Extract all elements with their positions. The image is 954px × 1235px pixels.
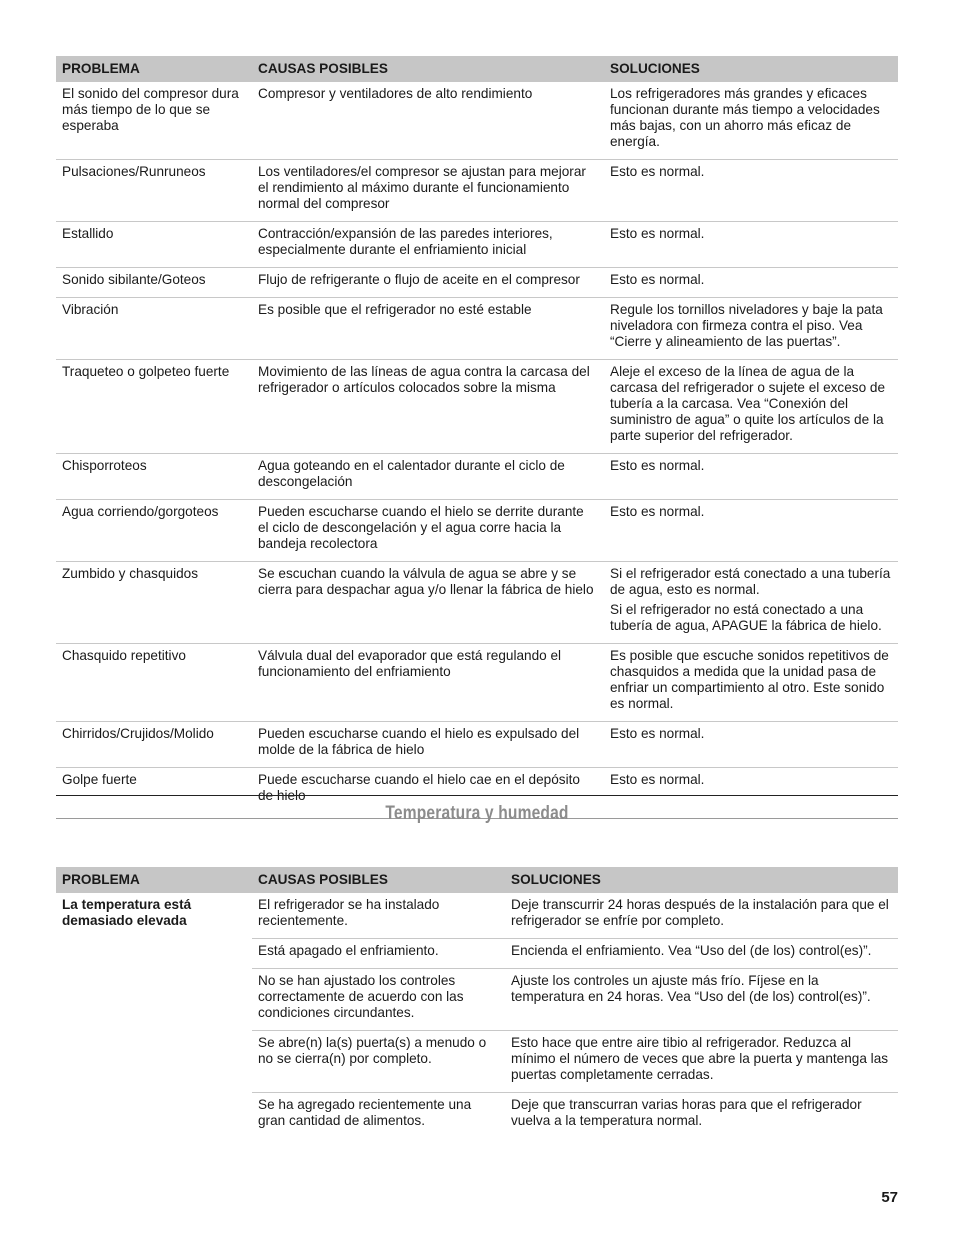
header-problema: PROBLEMA [56,867,252,893]
cause-cell: Es posible que el refrigerador no esté estable [252,298,604,360]
header-problema: PROBLEMA [56,56,252,82]
solution-cell [604,562,898,644]
table-row [56,454,898,500]
problem-cell: El sonido del compresor dura más tiempo de lo que se esperaba [56,82,252,160]
noise-troubleshooting-table [56,56,898,819]
solution-cell: Esto hace que entre aire tibio al refrigerador. Reduzca al mínimo el número de veces que abre la puerta y mantenga las puertas completamente cerradas. [505,1031,898,1093]
solution-paragraph: Esto es normal. [610,504,705,519]
table-row [56,298,898,360]
cause-cell: Válvula dual del evaporador que está regulando el funcionamiento del enfriamiento [252,644,604,722]
table-row [56,268,898,298]
table-row [56,222,898,268]
problem-cell: Estallido [56,222,252,268]
table-header-row [56,867,898,893]
cause-cell: Se escuchan cuando la válvula de agua se abre y se cierra para despachar agua y/o llenar la fábrica de hielo [252,562,604,644]
table-row [56,722,898,768]
solution-paragraph: Es posible que escuche sonidos repetitivos de chasquidos a medida que la unidad pasa de enfriar un compartimiento al otro. Este sonido es normal. [610,648,889,711]
page-number: 57 [881,1189,898,1206]
solution-cell [604,82,898,160]
table-row [56,82,898,160]
table-row [56,500,898,562]
solution-cell [604,298,898,360]
cause-cell: Compresor y ventiladores de alto rendimiento [252,82,604,160]
problem-cell: Chasquido repetitivo [56,644,252,722]
header-soluciones: SOLUCIONES [505,867,898,893]
solution-paragraph: Los refrigeradores más grandes y eficaces funcionan durante más tiempo a velocidades más bajas, con un ahorro más eficaz de energía. [610,86,880,149]
cause-cell: El refrigerador se ha instalado recientemente. [252,893,505,939]
solution-cell: Encienda el enfriamiento. Vea “Uso del (de los) control(es)”. [505,939,898,969]
solution-cell [604,722,898,768]
solution-cell [604,360,898,454]
solution-paragraph: Esto es normal. [610,226,705,241]
solution-cell: Ajuste los controles un ajuste más frío. Fíjese en la temperatura en 24 horas. Vea “Uso del (de los) control(es)”. [505,969,898,1031]
cause-cell: Está apagado el enfriamiento. [252,939,505,969]
problem-cell: Pulsaciones/Runruneos [56,160,252,222]
header-causas-posibles: CAUSAS POSIBLES [252,56,604,82]
solution-paragraph: Esto es normal. [610,726,705,741]
cause-cell: Pueden escucharse cuando el hielo es expulsado del molde de la fábrica de hielo [252,722,604,768]
cause-cell: No se han ajustado los controles correctamente de acuerdo con las condiciones circundantes. [252,969,505,1031]
solution-cell [604,160,898,222]
cause-cell: Se ha agregado recientemente una gran cantidad de alimentos. [258,1097,472,1128]
cause-cell: Movimiento de las líneas de agua contra la carcasa del refrigerador o artículos colocados sobre la misma [252,360,604,454]
solution-cell: Deje que transcurran varias horas para que el refrigerador vuelva a la temperatura normal. [511,1097,862,1128]
problem-cell: La temperatura está demasiado elevada [62,897,192,928]
cause-cell: Pueden escucharse cuando el hielo se derrite durante el ciclo de descongelación y el agua corre hacia la bandeja recolectora [252,500,604,562]
solution-cell [604,222,898,268]
solution-cell [604,454,898,500]
solution-paragraph: Regule los tornillos niveladores y baje la pata niveladora con firmeza contra el piso. Vea “Cierre y alineamiento de las puertas”. [610,302,883,349]
section-title: Temperatura y humedad [385,803,569,824]
header-causas-posibles: CAUSAS POSIBLES [252,867,505,893]
table-header-row [56,56,898,82]
table-row [56,160,898,222]
solution-cell: Deje transcurrir 24 horas después de la instalación para que el refrigerador se enfríe por completo. [505,893,898,939]
solution-cell [604,500,898,562]
solution-cell [604,644,898,722]
solution-cell [604,268,898,298]
section-divider [56,795,898,796]
table-row [56,562,898,644]
cause-cell: Puede escucharse cuando el hielo cae en el depósito de hielo [252,768,604,819]
solution-paragraph: Aleje el exceso de la línea de agua de la carcasa del refrigerador o sujete el exceso de tubería a la carcasa. Vea “Conexión del suministro de agua” o quite los artículos de la parte superior del refrigerador. [610,364,886,443]
cause-cell: Contracción/expansión de las paredes interiores, especialmente durante el enfriamiento inicial [252,222,604,268]
problem-cell: Golpe fuerte [56,768,252,819]
solution-paragraph: Esto es normal. [610,458,705,473]
problem-cell: Vibración [56,298,252,360]
problem-cell: Agua corriendo/gorgoteos [56,500,252,562]
problem-cell: Chisporroteos [56,454,252,500]
solution-paragraph: Si el refrigerador está conectado a una tubería de agua, esto es normal. [610,566,891,597]
solution-paragraph: Esto es normal. [610,772,705,787]
cause-cell: Los ventiladores/el compresor se ajustan para mejorar el rendimiento al máximo durante el funcionamiento normal del compresor [252,160,604,222]
solution-paragraph: Si el refrigerador no está conectado a una tubería de agua, APAGUE la fábrica de hielo. [610,602,882,633]
cause-cell: Flujo de refrigerante o flujo de aceite en el compresor [252,268,604,298]
header-soluciones: SOLUCIONES [604,56,898,82]
cause-cell: Agua goteando en el calentador durante el ciclo de descongelación [252,454,604,500]
problem-cell: Zumbido y chasquidos [56,562,252,644]
problem-cell: Sonido sibilante/Goteos [56,268,252,298]
table-row [56,360,898,454]
solution-paragraph: Esto es normal. [610,164,705,179]
table-row [56,893,898,939]
table-row [56,644,898,722]
solution-paragraph: Esto es normal. [610,272,705,287]
problem-cell: Traqueteo o golpeteo fuerte [56,360,252,454]
problem-cell: Chirridos/Crujidos/Molido [56,722,252,768]
cause-cell: Se abre(n) la(s) puerta(s) a menudo o no se cierra(n) por completo. [252,1031,505,1093]
temperature-troubleshooting-table [56,867,898,1138]
